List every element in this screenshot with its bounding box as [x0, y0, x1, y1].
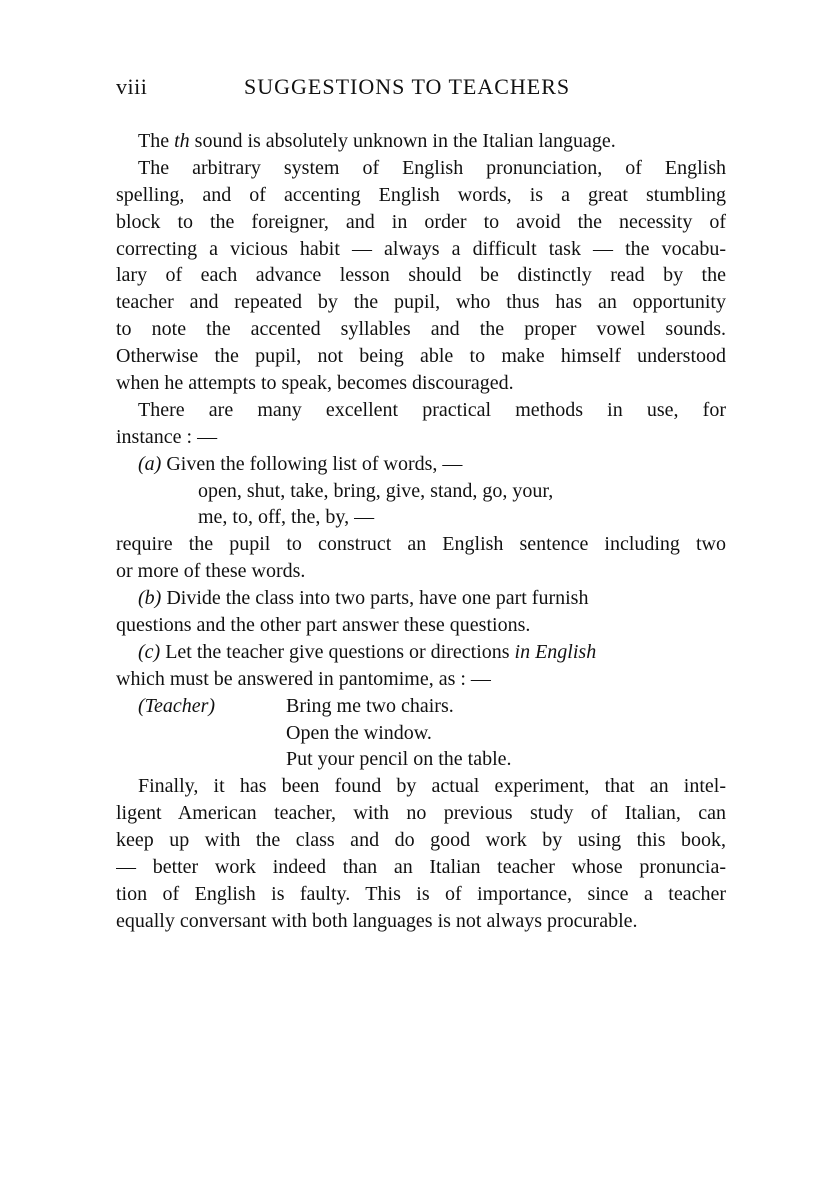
text-line: Otherwise the pupil, not being able to make himself understood — [116, 345, 726, 368]
paragraph-pronunciation — [116, 155, 726, 397]
text-line: There are many excellent practical methods in use, for — [138, 398, 726, 421]
page-number: viii — [116, 74, 148, 99]
paragraph-finally — [116, 773, 726, 934]
method-b — [116, 585, 726, 639]
emphasis-th: th — [174, 130, 190, 152]
text-line: require the pupil to construct an English sentence including two — [116, 533, 726, 556]
text-line: (b) Divide the class into two parts, have one part furnish — [138, 587, 589, 610]
body-text — [116, 128, 726, 935]
text-line: lary of each advance lesson should be distinctly read by the — [116, 264, 726, 287]
text-line: keep up with the class and do good work by using this book, — [116, 829, 726, 852]
item-label-c: (c) — [138, 640, 161, 663]
word-list-line: open, shut, take, bring, give, stand, go, your, — [198, 479, 554, 502]
text-line: when he attempts to speak, becomes discouraged. — [116, 372, 514, 395]
text-line: instance : — — [116, 425, 218, 448]
text-line: tion of English is faulty. This is of importance, since a teacher — [116, 882, 726, 905]
text-line: questions and the other part answer these questions. — [116, 614, 531, 637]
word-list-line: me, to, off, the, by, — — [198, 506, 375, 529]
page-header — [116, 74, 726, 104]
item-label-b: (b) — [138, 587, 162, 610]
dialogue-line: Open the window. — [286, 721, 432, 744]
text-line: The arbitrary system of English pronunciation, of English — [138, 156, 726, 179]
method-c — [116, 639, 726, 693]
method-a — [116, 451, 726, 585]
text-line: to note the accented syllables and the proper vowel sounds. — [116, 318, 726, 341]
text-line: (c) Let the teacher give questions or directions in English — [138, 640, 597, 663]
emphasis-in-english: in English — [514, 640, 597, 663]
text-line: block to the foreigner, and in order to avoid the necessity of — [116, 210, 726, 233]
text-line: which must be answered in pantomime, as : — — [116, 667, 491, 690]
text-line: Finally, it has been found by actual experiment, that an intel- — [138, 775, 726, 798]
text-line: spelling, and of accenting English words, is a great stumbling — [116, 183, 726, 206]
text-line: ligent American teacher, with no previous study of Italian, can — [116, 802, 726, 825]
paragraph-th-sound: The th sound is absolutely unknown in the Italian language. — [138, 130, 616, 152]
running-title: SUGGESTIONS TO TEACHERS — [244, 74, 571, 99]
dialogue-line: Put your pencil on the table. — [286, 748, 512, 771]
text-line: teacher and repeated by the pupil, who thus has an opportunity — [116, 291, 726, 314]
item-label-a: (a) — [138, 452, 162, 475]
paragraph-methods — [116, 397, 726, 451]
text-line: (a) Given the following list of words, — — [138, 452, 463, 475]
text-line: — better work indeed than an Italian teacher whose pronuncia- — [116, 856, 726, 879]
text-line: correcting a vicious habit — always a difficult task — the vocabu- — [116, 237, 726, 260]
text-line: or more of these words. — [116, 560, 306, 583]
text-line: equally conversant with both languages is not always procurable. — [116, 909, 638, 932]
dialogue-speaker: (Teacher) — [138, 694, 216, 717]
dialogue-line: (Teacher) Bring me two chairs. — [116, 693, 726, 720]
teacher-dialogue — [116, 693, 726, 774]
